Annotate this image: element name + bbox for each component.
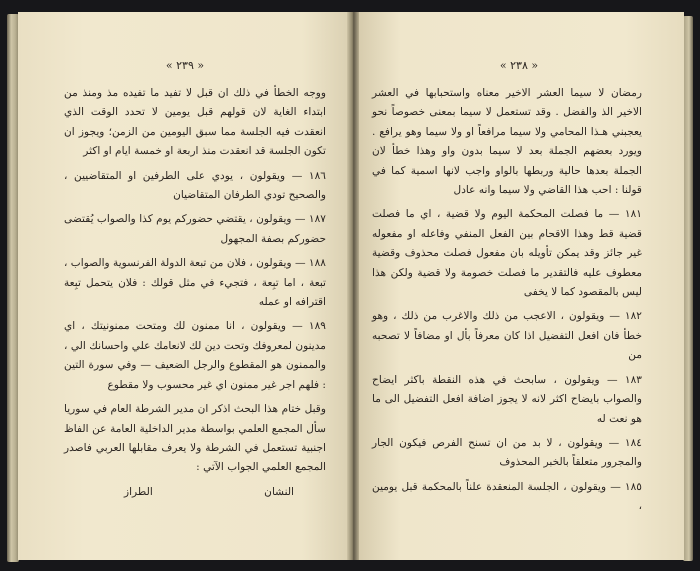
paragraph: ١٨١ — ما فصلت المحكمة اليوم ولا قضية ، اي ما فصلت قضية قط وهذا الاقحام بين الفعل المنفي وفاعله او مفعوله غير جائز وقد يمكن تأويله بان مفعول فصلت محذوف وقضية معطوف عليه فالتقدير ما فصلت خصومة ولا قضية ولكن هذا ليس بالمقصود كما لا يخفى xyxy=(372,208,642,299)
book-gutter xyxy=(347,12,359,560)
paragraph: ١٨٩ — ويقولون ، انا ممنون لك ومتحت ممنونيتك ، اي مدينون لمعروفك وتحت دين لك لانعامك علي واحسانك الي ، والممنون هو المقطوع والرجل الضعيف — وفي سورة التين : فلهم اجر غير ممنون اي غير محسوب ولا مقطوع xyxy=(64,320,326,391)
paragraph: وقبل ختام هذا البحث اذكر ان مدير الشرطة العام في سوريا سأل المجمع العلمي بواسطة مدير الداخلية العامة عن الفاظ اجنبية تستعمل في الشرطة ولا يعرف مقابلها العربي فاصدر المجمع العلمي الجواب الآتي : xyxy=(64,403,326,474)
paragraph: ١٨٢ — ويقولون ، الاعجب من ذلك والاغرب من ذلك ، وهو خطأ فان افعل التفضيل اذا كان معرفاً بأل او مضافاً لا تصحبه من xyxy=(372,310,642,362)
paragraph: ووجه الخطأ في ذلك ان قبل لا تفيد ما تفيده مذ ومنذ من ابتداء الغاية لان قولهم قبل يومين لا تحدد الوقت الذي انعقدت فيه الجلسة مما سبق اليومين من الزمن؛ ويجوز ان تكون الجلسة قد انعقدت منذ اربعة او خمسة ايام او اكثر xyxy=(64,87,326,158)
page-number: « ٢٣٨ » xyxy=(499,59,539,72)
left-page-body xyxy=(64,84,326,502)
term-word: الطراز xyxy=(124,485,153,498)
left-page xyxy=(18,12,352,560)
paragraph: رمضان لا سيما العشر الاخير معناه واستحبابها في العشر الاخير الذ والفضل . وقد تستعمل لا سيما بمعنى خصوصاً نحو يعجبني هـذا المحامي ولا سيما مرافعاً او ولا سيما وهو يرافع . ويورد بعضهم الجملة بعد لا سيما بدون واو وهذا خطأ لان الجملة بعدها حالية وربطها بالواو واجب لانها اسمية كما في قولنا : احب هذا القاضي ولا سيما وانه عادل xyxy=(372,87,642,197)
paragraph: ١٨٥ — ويقولون ، الجلسة المنعقدة علناً بالمحكمة قبل يومين ، xyxy=(372,480,642,513)
paragraph: ١٨٨ — ويقولون ، فلان من تبعة الدولة الفرنسوية والصواب ، تبعة ، اما تبِعة ، فتجيء في مثل قولك : فلان يتحمل تبِعة اقترافه او عمله xyxy=(64,257,326,309)
paragraph: ١٨٧ — ويقولون ، يقتضي حضوركم يوم كذا والصواب يُقتضى حضوركم بصفة المجهول xyxy=(64,213,326,245)
term-word: النشان xyxy=(264,485,294,498)
page-number: « ٢٣٩ » xyxy=(165,59,205,72)
term-columns xyxy=(64,483,326,502)
right-page-edges xyxy=(683,16,693,561)
paragraph: ١٨٤ — ويقولون ، لا بد من ان تسنح الفرص فيكون الجار والمجرور متعلقاً بالخبر المحذوف xyxy=(372,436,642,469)
paragraph: ١٨٦ — ويقولون ، يودي على الطرفين او المتقاضيين ، والصحيح تودي الطرفان المتقاضيان xyxy=(64,169,326,202)
right-page xyxy=(354,12,684,560)
right-page-body xyxy=(372,84,642,522)
paragraph: ١٨٣ — ويقولون ، سابحث في هذه النقطة باكثر ايضاح والصواب بايضاح اكثر لانه لا يجوز اضافة افعل التفضيل الى ما هو نعت له xyxy=(372,373,642,425)
